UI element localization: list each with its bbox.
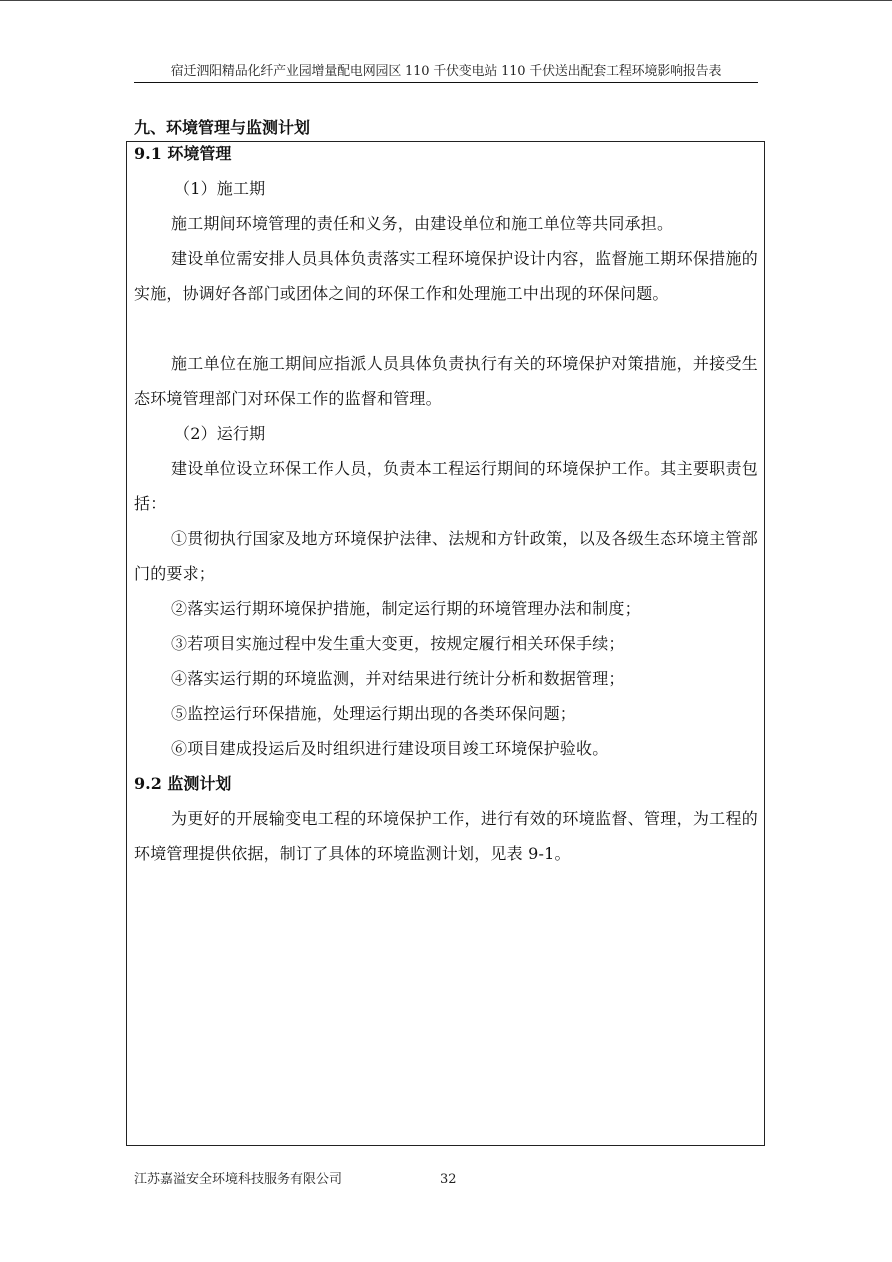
paragraph-builder-duties: 建设单位需安排人员具体负责落实工程环境保护设计内容，监督施工期环保措施的实施，协调好各部门或团体之间的环保工作和处理施工中出现的环保问题。 xyxy=(134,249,758,303)
footer-company: 江苏嘉溢安全环境科技服务有限公司 xyxy=(134,1172,343,1187)
operation-period-label: （2）运行期 xyxy=(174,424,266,443)
duty-item-1: ①贯彻执行国家及地方环境保护法律、法规和方针政策，以及各级生态环境主管部门的要求； xyxy=(134,529,758,583)
duty-item-5: ⑤监控运行环保措施，处理运行期出现的各类环保问题； xyxy=(171,704,577,723)
duty-item-6: ⑥项目建成投运后及时组织进行建设项目竣工环境保护验收。 xyxy=(171,739,609,758)
duty-item-4: ④落实运行期的环境监测，并对结果进行统计分析和数据管理； xyxy=(171,669,625,688)
paragraph-contractor-duties: 施工单位在施工期间应指派人员具体负责执行有关的环境保护对策措施，并接受生态环境管理部门对环保工作的监督和管理。 xyxy=(134,354,758,408)
subheading-9-2: 9.2 监测计划 xyxy=(134,774,232,793)
construction-period-label: （1）施工期 xyxy=(174,179,266,198)
section-title: 九、环境管理与监测计划 xyxy=(134,118,311,137)
duty-item-3: ③若项目实施过程中发生重大变更，按规定履行相关环保手续； xyxy=(171,634,625,653)
subheading-9-1: 9.1 环境管理 xyxy=(134,144,232,163)
running-header: 宿迁泗阳精品化纤产业园增量配电网园区 110 千伏变电站 110 千伏送出配套工程环境影响报告表 xyxy=(170,64,722,79)
page-top-rule xyxy=(0,0,892,1)
page-number: 32 xyxy=(440,1172,457,1187)
duty-item-2: ②落实运行期环境保护措施，制定运行期的环境管理办法和制度； xyxy=(171,599,641,618)
paragraph-operation-staff: 建设单位设立环保工作人员，负责本工程运行期间的环境保护工作。其主要职责包括： xyxy=(134,459,758,513)
paragraph-construction-responsibility: 施工期间环境管理的责任和义务，由建设单位和施工单位等共同承担。 xyxy=(171,214,674,233)
paragraph-monitoring-plan: 为更好的开展输变电工程的环境保护工作，进行有效的环境监督、管理，为工程的环境管理提供依据，制订了具体的环境监测计划，见表 9-1。 xyxy=(134,809,758,863)
header-rule xyxy=(134,82,758,83)
